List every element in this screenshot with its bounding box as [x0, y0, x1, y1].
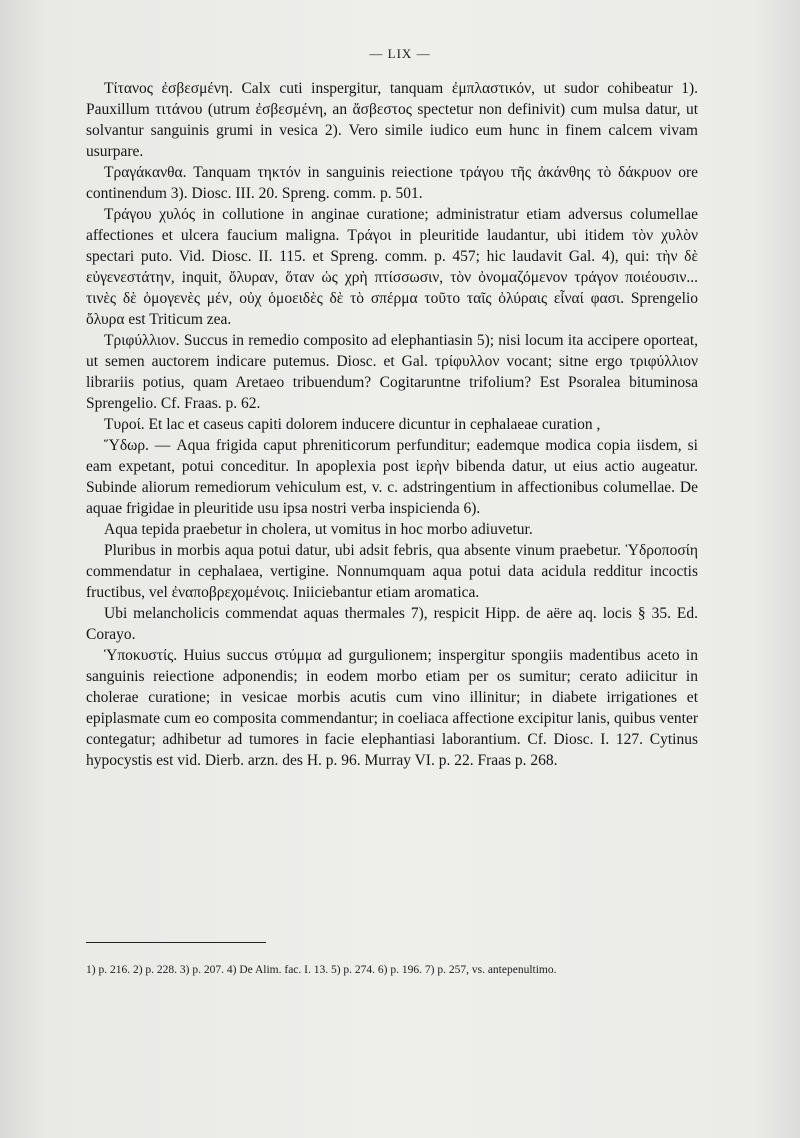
paragraph-pluribus: Pluribus in morbis aqua potui datur, ubi adsit febris, qua absente vinum praebetur. Ὑδροποσίη commendatur in cephalaea, vertigine. Nonnumquam aqua potui data acidula redditur incoctis fructibus, vel ἐναποβρεχομένοις. Iniiciebantur etiam aromatica.	[86, 542, 698, 601]
main-text	[86, 78, 698, 771]
footnote-rule	[86, 942, 266, 943]
paragraph-tyroi: Τυροί. Et lac et caseus capiti dolorem inducere dicuntur in cephalaeae curation ,	[104, 416, 601, 433]
paragraph-hydor: Ὕδωρ. — Aqua frigida caput phreniticorum perfunditur; eademque modica copia iisdem, si eam expetant, potui conceditur. In apoplexia post ἱερὴν bibenda datur, ut eius actio augeatur. Subinde aliorum remediorum vehiculum est, v. c. adstringentium in affectionibus columellae. De aquae frigidae in pleuritide usu ipsa nostri verba inspicienda 6).	[86, 437, 698, 517]
paragraph-aqua-tepida: Aqua tepida praebetur in cholera, ut vomitus in hoc morbo adiuvetur.	[104, 521, 533, 538]
paragraph-hypokystis: Ὑποκυστίς. Huius succus στύμμα ad gurgulionem; inspergitur spongiis madentibus aceto in sanguinis reiectione adponendis; in eodem morbo etiam per os sumitur; cerato adiicitur in cholerae curatione; in vesicae morbis acutis cum vino illinitur; in diabete irrigationes et epiplasmate cum eo composita commendantur; in coeliaca affectione excipitur lanis, quibus venter contegatur; adhibetur ad tumores in facie elephantiasi laborantium. Cf. Diosc. I. 127. Cytinus hypocystis est vid. Dierb. arzn. des H. p. 96. Murray VI. p. 22. Fraas p. 268.	[86, 647, 698, 769]
footnotes: 1) p. 216. 2) p. 228. 3) p. 207. 4) De Alim. fac. I. 13. 5) p. 274. 6) p. 196. 7) p. 257, vs. antepenultimo.	[86, 964, 557, 976]
paragraph-melancholicis: Ubi melancholicis commendat aquas thermales 7), respicit Hipp. de aëre aq. locis § 35. Ed. Corayo.	[86, 605, 698, 643]
paragraph-titanos: Τίτανος ἐσβεσμένη. Calx cuti inspergitur, tanquam ἐμπλαστικόν, ut sudor cohibeatur 1). Pauxillum τιτάνου (utrum ἐσβεσμένη, an ἄσβεστος spectetur non definivit) cum mulsa datur, ut solvantur sanguinis grumi in vesica 2). Vero simile iudico eum hunc in finem calcem vivam usurpare.	[86, 80, 698, 160]
paragraph-tragakantha: Τραγάκανθα. Tanquam τηκτόν in sanguinis reiectione τράγου τῆς ἀκάνθης τὸ δάκρυον ore continendum 3). Diosc. III. 20. Spreng. comm. p. 501.	[86, 164, 698, 202]
paragraph-triphyllion: Τριφύλλιον. Succus in remedio composito ad elephantiasin 5); nisi locum ita accipere oporteat, ut semen auctorem indicare putemus. Diosc. et Gal. τρίφυλλον vocant; sitne ergo τριφύλλιον librariis potius, quam Aretaeo tribuendum? Cogitaruntne trifolium? Est Psoralea bituminosa Sprengelio. Cf. Fraas. p. 62.	[86, 332, 698, 412]
page-number: — LIX —	[369, 46, 431, 61]
paragraph-tragou: Τράγου χυλός in collutione in anginae curatione; administratur etiam adversus columellae affectiones et ulcera faucium maligna. Τράγοι in pleuritide laudantur, ubi itidem τὸν χυλὸν spectari puto. Vid. Diosc. II. 115. et Spreng. comm. p. 457; hic laudavit Gal. 4), qui: τὴν δὲ εὐγενεστάτην, inquit, ὄλυραν, ὅταν ὡς χρὴ πτίσσωσιν, τὸν ὀνομαζόμενον τράγον ποιέουσιν... τινὲς δὲ ὁμογενὲς μέν, οὐχ ὁμοειδὲς δὲ τὸ σπέρμα τοῦτο ταῖς ὀλύραις εἶναί φασι. Sprengelio ὄλυρα est Triticum zea.	[86, 206, 698, 328]
